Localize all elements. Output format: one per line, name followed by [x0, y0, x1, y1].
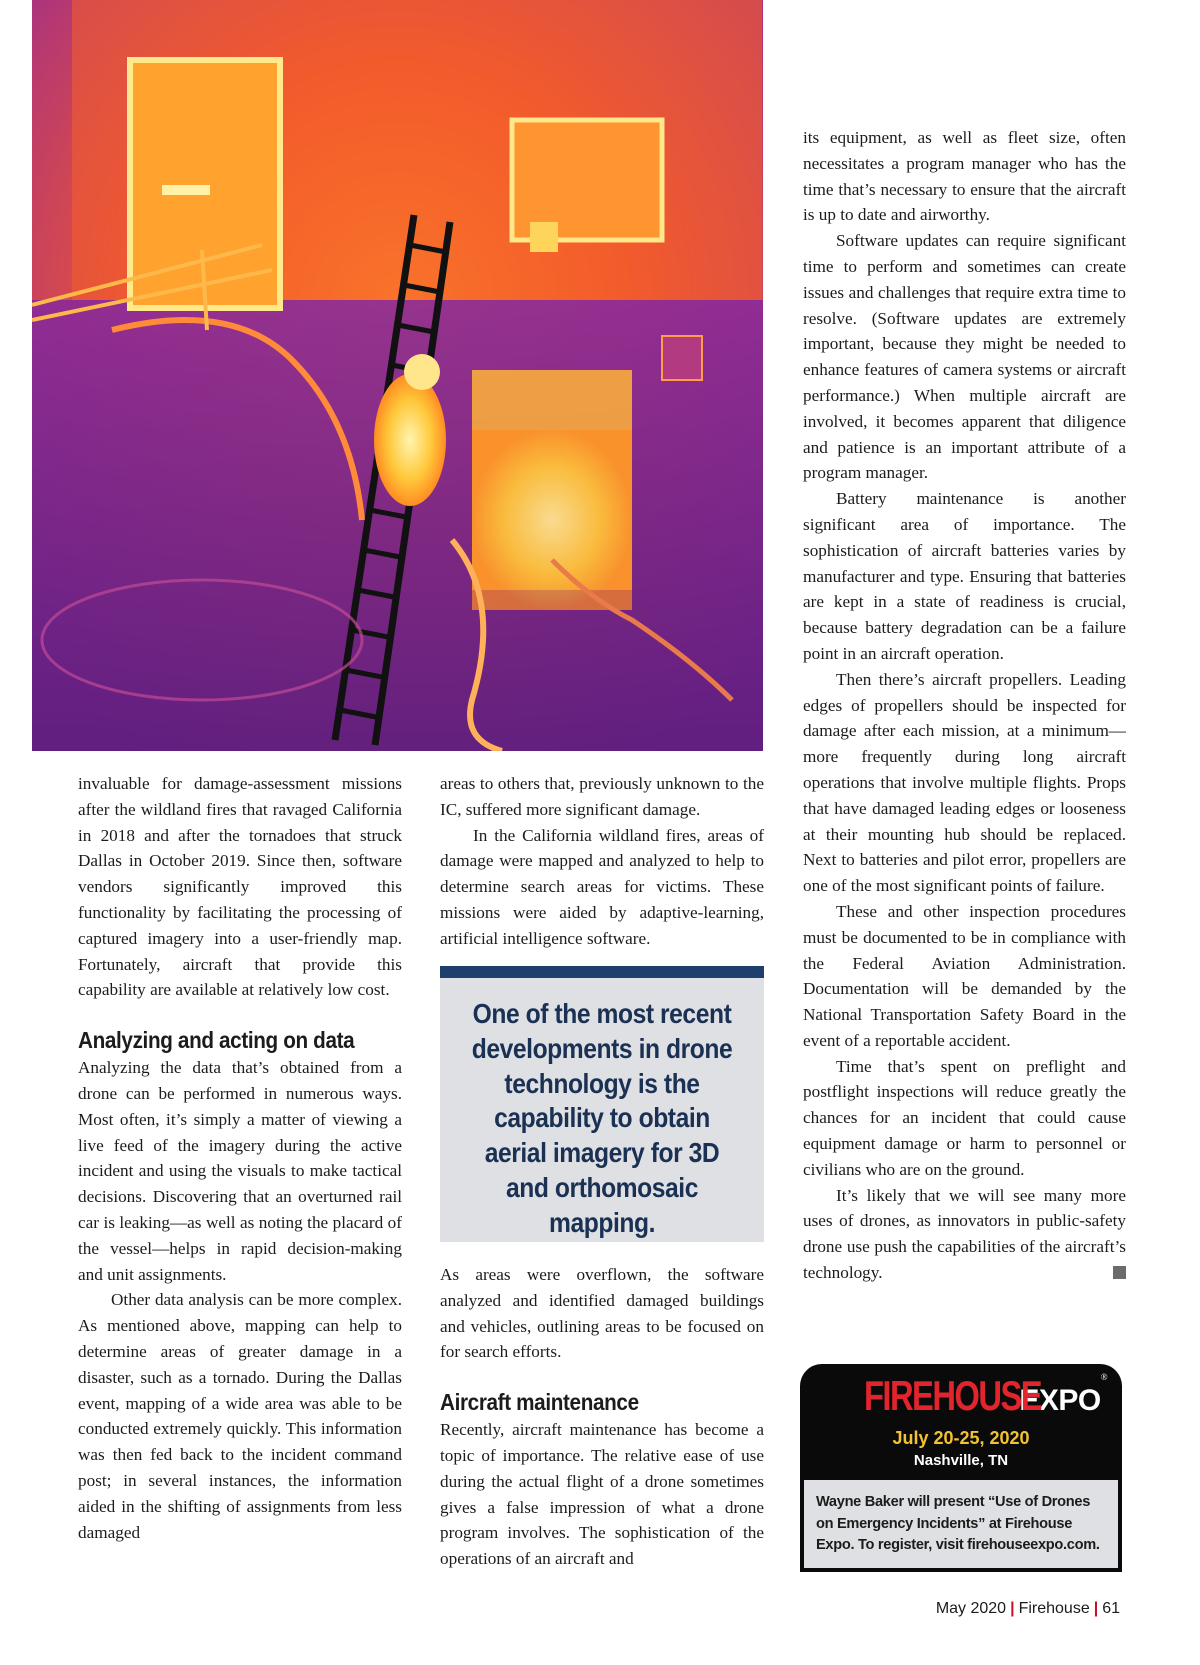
body-paragraph-final [803, 1183, 1126, 1286]
body-paragraph: As areas were overflown, the software analyzed and identified damaged buildings and vehicles, outlining areas to be focused on for search efforts. [440, 1265, 764, 1362]
column-2-bottom [440, 1262, 764, 1572]
body-paragraph: These and other inspection procedures must be documented to be in compliance with the Federal Aviation Administration. Documentation will be demanded by the National Transportation Safety Board in the event of a reportable accident. [803, 901, 1126, 1050]
folio-separator: | [1010, 1600, 1015, 1617]
folio-magazine: Firehouse [1018, 1600, 1090, 1617]
logo-expo-text: EXPO [1019, 1384, 1101, 1417]
firehouse-expo-logo [800, 1372, 1122, 1420]
expo-note: Wayne Baker will present “Use of Drones on Emergency Incidents” at Firehouse Expo. To register, visit firehouseexpo.com. [804, 1480, 1118, 1568]
thermal-image-photo [32, 0, 763, 751]
column-1 [78, 771, 402, 1545]
column-2-top [440, 771, 764, 952]
end-mark-icon [1113, 1266, 1126, 1279]
logo-firehouse-text: FIREHOUSE [864, 1372, 1042, 1419]
folio-date: May 2020 [935, 1600, 1007, 1617]
section-heading-analyzing: Analyzing and acting on data [78, 1027, 355, 1054]
folio-separator: | [1093, 1600, 1099, 1617]
final-paragraph-text: It’s likely that we will see many more uses of drones, as innovators in public-safety drone use push the capabilities of the aircraft’s technology. [803, 1185, 1126, 1283]
folio-page-number: 61 [1102, 1600, 1120, 1617]
registered-mark: ® [1100, 1372, 1108, 1382]
body-paragraph: invaluable for damage-assessment missions after the wildland fires that ravaged California in 2018 and after the tornadoes that struck Dallas in October 2019. Since then, software vendors significantly improved this functionality by facilitating the processing of captured imagery into a user-friendly map. Fortunately, aircraft that provide this capability are available at relatively low cost. [78, 774, 402, 1000]
body-paragraph: Other data analysis can be more complex. As mentioned above, mapping can help to determine areas of greater damage in a disaster, such as a tornado. During the Dallas event, mapping of a wide area was able to be conducted extremely quickly. This information was then fed back to the incident command post; in several instances, the information aided in the shifting of assignments from less damaged [78, 1290, 402, 1542]
body-paragraph: areas to others that, previously unknown to the IC, suffered more significant damage. [440, 774, 764, 819]
body-paragraph: Time that’s spent on preflight and postflight inspections will reduce greatly the chances for an incident that could cause equipment damage or harm to personnel or civilians who are on the ground. [803, 1056, 1126, 1179]
body-paragraph: Software updates can require significant time to perform and sometimes can create issues and challenges that require extra time to resolve. (Software updates are extremely important, because they might be needed to enhance features of camera systems or aircraft performance.) When multiple aircraft are involved, it becomes apparent that diligence and patience is an important attribute of a program manager. [803, 231, 1126, 483]
firehouse-expo-box [800, 1364, 1122, 1572]
body-paragraph: Then there’s aircraft propellers. Leading edges of propellers should be inspected for damage after each mission, at a minimum—more frequently during long aircraft operations that involve multiple flights. Props that have damaged leading edges or looseness at their mounting hub should be replaced. Next to batteries and pilot error, propellers are one of the most significant points of failure. [803, 669, 1126, 896]
body-paragraph: Battery maintenance is another significant area of importance. The sophistication of aircraft batteries varies by manufacturer and type. Ensuring that batteries are kept in a state of readiness is crucial, because battery degradation can be a failure point in an aircraft operation. [803, 489, 1126, 663]
body-paragraph: In the California wildland fires, areas of damage were mapped and analyzed to help to determine search areas for victims. These missions were aided by adaptive-learning, artificial intelligence software. [440, 825, 764, 948]
expo-city: Nashville, TN [913, 1452, 1009, 1469]
body-paragraph: Recently, aircraft maintenance has become a topic of importance. The relative ease of use during the actual flight of a drone sometimes gives a false impression of what a drone program involves. The sophistication of the operations of an aircraft and [440, 1420, 764, 1569]
pull-quote [440, 966, 764, 1242]
body-paragraph: Analyzing the data that’s obtained from a drone can be performed in numerous ways. Most often, it’s simply a matter of viewing a live feed of the imagery during the active incident and using the visuals to make tactical decisions. Discovering that an overturned rail car is leaking—as well as noting the placard of the vessel—helps in rapid decision-making and unit assignments. [78, 1058, 402, 1284]
pull-quote-bar [440, 966, 764, 978]
section-heading-maintenance: Aircraft maintenance [440, 1389, 639, 1416]
pull-quote-text: One of the most recent developments in drone technology is the capability to obtain aerial imagery for 3D and orthomosaic mapping. [471, 998, 733, 1238]
expo-dates: July 20-25, 2020 [892, 1428, 1030, 1448]
thermal-photo [32, 0, 763, 751]
body-paragraph: its equipment, as well as fleet size, often necessitates a program manager who has the time that’s necessary to ensure that the aircraft is up to date and airworthy. [803, 128, 1126, 225]
page-folio [936, 1600, 1120, 1618]
column-3 [803, 125, 1126, 1286]
